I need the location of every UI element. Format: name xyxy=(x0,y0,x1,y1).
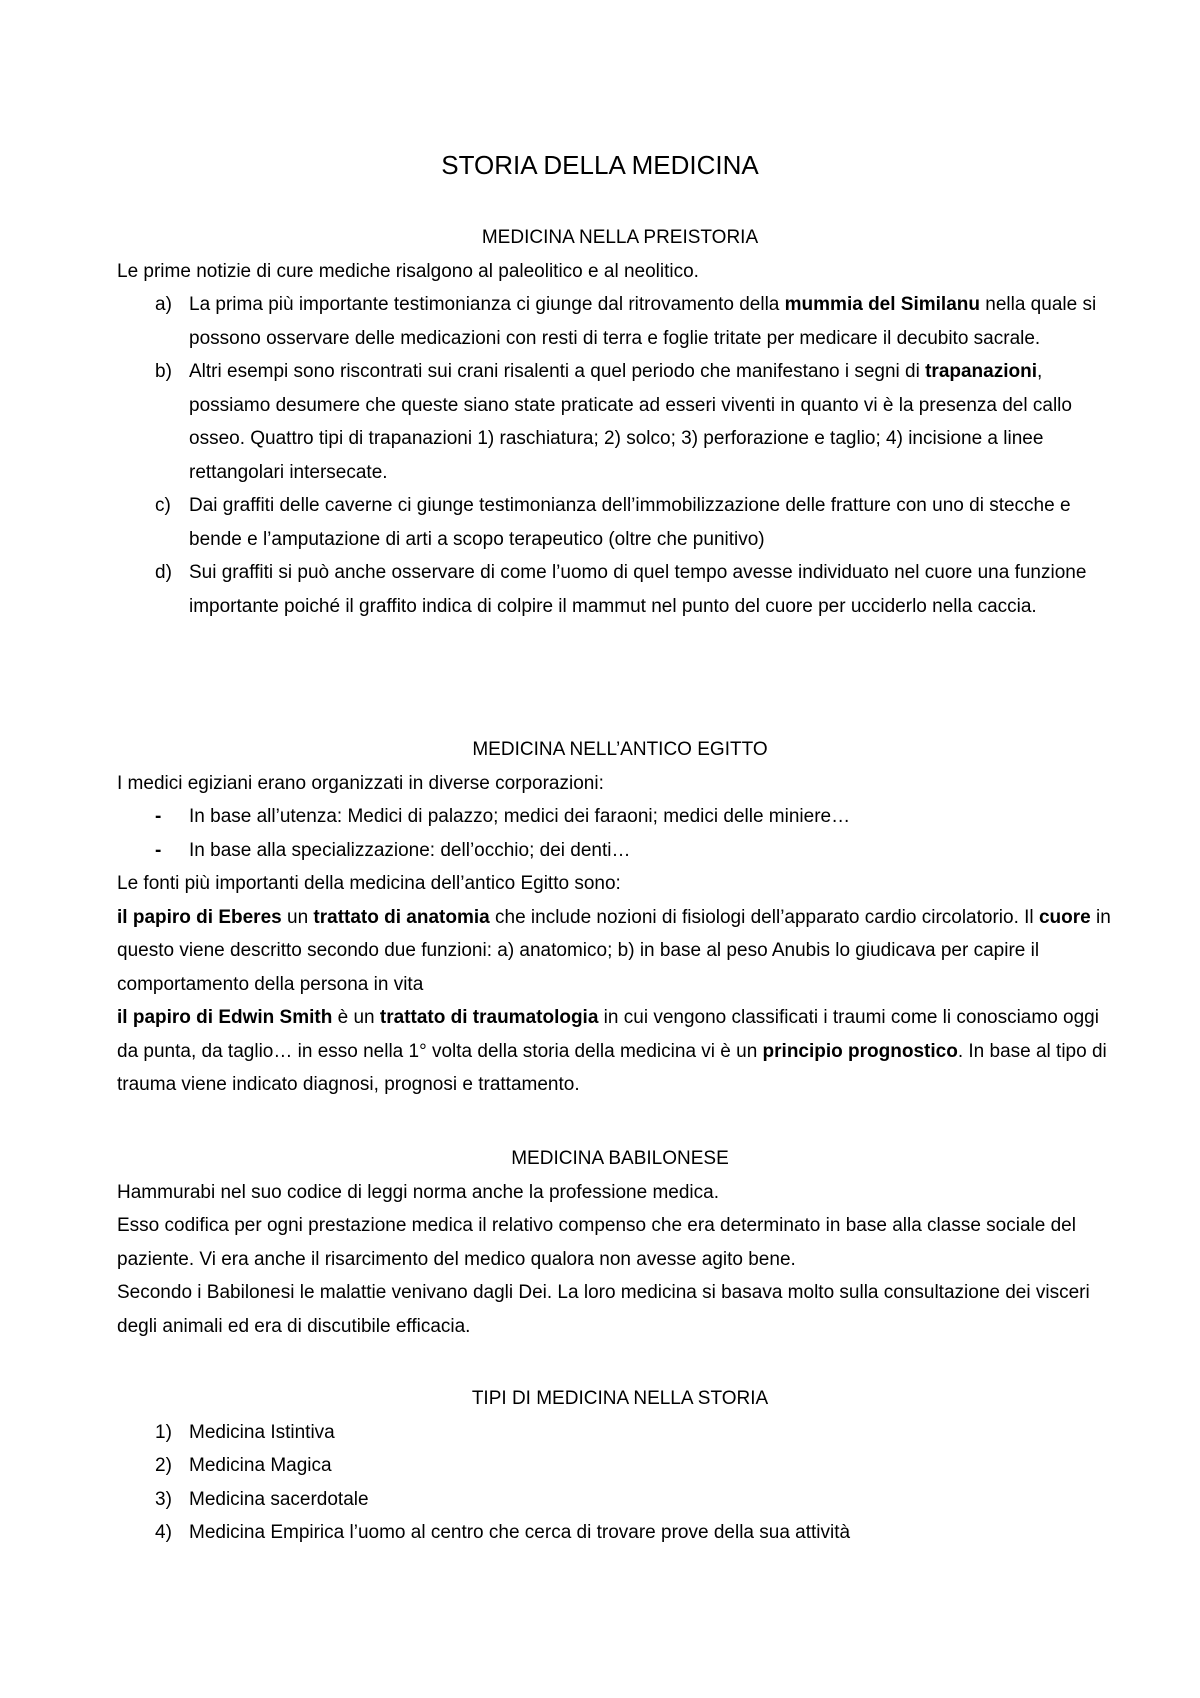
list-marker: 4) xyxy=(155,1522,172,1543)
item-text: In base alla specializzazione: dell’occhio; dei denti… xyxy=(189,839,631,861)
list-marker: a) xyxy=(155,294,172,315)
list-item xyxy=(117,1516,1117,1550)
document-title: STORIA DELLA MEDICINA xyxy=(441,150,759,180)
section-egitto xyxy=(117,733,1117,1102)
item-text: Medicina Empirica l’uomo al centro che cerca di trovare prove della sua attività xyxy=(189,1522,851,1543)
list-marker: 2) xyxy=(155,1455,172,1476)
item-text: La prima più importante testimonianza ci giunge dal ritrovamento della xyxy=(189,294,785,315)
section-tipi xyxy=(117,1382,1117,1550)
list-marker: 1) xyxy=(155,1421,172,1443)
bold-text: il papiro di Edwin Smith xyxy=(117,1007,333,1028)
item-text: Medicina Istintiva xyxy=(189,1421,335,1443)
item-text: , possiamo desumere che queste siano state praticate ad esseri viventi in quanto vi è la presenza del callo osseo. Quattro tipi di trapanazioni 1) raschiatura; 2) solco; 3) perforazione e taglio; 4) incisione a linee rettangolari intersecate. xyxy=(189,361,1072,483)
list-item xyxy=(117,1416,1117,1450)
numbered-list xyxy=(117,1416,1117,1550)
list-item xyxy=(117,288,1117,355)
text: che include nozioni di fisiologi dell’apparato cardio circolatorio. Il xyxy=(489,906,1039,928)
list-item xyxy=(117,1483,1117,1517)
list-item xyxy=(117,556,1117,623)
paragraph: Hammurabi nel suo codice di leggi norma anche la professione medica. xyxy=(117,1181,719,1203)
text: un xyxy=(281,906,314,928)
paragraph: Secondo i Babilonesi le malattie venivano dagli Dei. La loro medicina si basava molto sulla consultazione dei visceri degli animali ed era di discutibile efficacia. xyxy=(117,1282,1090,1337)
bold-text: trattato di anatomia xyxy=(313,906,490,928)
list-item xyxy=(117,800,1117,834)
list-marker: 3) xyxy=(155,1488,172,1510)
item-text: Dai graffiti delle caverne ci giunge testimonianza dell’immobilizzazione delle fratture con uno di stecche e bende e l’amputazione di arti a scopo terapeutico (oltre che punitivo) xyxy=(189,495,1071,550)
list-marker: c) xyxy=(155,495,171,516)
bold-text: cuore xyxy=(1038,906,1091,928)
bold-text: il papiro di Eberes xyxy=(117,906,282,928)
item-bold: mummia del Similanu xyxy=(784,294,980,315)
item-text: nella quale si possono osservare delle medicazioni con resti di terra e foglie tritate per medicare il decubito sacrale. xyxy=(189,294,1097,349)
section-heading: MEDICINA NELLA PREISTORIA xyxy=(481,227,759,248)
section-heading: MEDICINA BABILONESE xyxy=(511,1148,729,1169)
text: . In base al tipo di trauma viene indicato diagnosi, prognosi e trattamento. xyxy=(117,1040,1107,1095)
bold-text: principio prognostico xyxy=(762,1040,958,1062)
bold-text: trattato di traumatologia xyxy=(379,1007,599,1028)
item-text: In base all’utenza: Medici di palazzo; medici dei faraoni; medici delle miniere… xyxy=(189,806,851,827)
list-marker: - xyxy=(155,839,162,861)
item-text: Altri esempi sono riscontrati sui crani risalenti a quel periodo che manifestano i segni di xyxy=(189,361,926,382)
paragraph: Le prime notizie di cure mediche risalgono al paleolitico e al neolitico. xyxy=(117,260,699,282)
list-marker: d) xyxy=(155,562,172,583)
section-babilonese xyxy=(117,1142,1117,1343)
list-item xyxy=(117,355,1117,489)
item-bold: trapanazioni xyxy=(925,361,1037,382)
list-item xyxy=(117,489,1117,556)
lettered-list xyxy=(117,288,1117,623)
paragraph-smith xyxy=(117,1001,1117,1102)
item-text: Medicina Magica xyxy=(189,1455,332,1476)
paragraph-eberes xyxy=(117,901,1117,1002)
dash-list xyxy=(117,800,1117,867)
section-heading: TIPI DI MEDICINA NELLA STORIA xyxy=(471,1388,769,1409)
text: in cui vengono classificati i traumi come li conosciamo oggi da punta, da taglio… in esso nella 1° volta della storia della medicina vi è un xyxy=(117,1007,1099,1062)
item-text: Medicina sacerdotale xyxy=(189,1488,369,1510)
section-preistoria xyxy=(117,221,1117,623)
list-item xyxy=(117,1449,1117,1483)
list-item xyxy=(117,834,1117,868)
paragraph: Esso codifica per ogni prestazione medica il relativo compenso che era determinato in base alla classe sociale del paziente. Vi era anche il risarcimento del medico qualora non avesse agito bene. xyxy=(117,1215,1076,1270)
section-heading: MEDICINA NELL’ANTICO EGITTO xyxy=(472,739,768,760)
list-marker: b) xyxy=(155,361,172,382)
list-marker: - xyxy=(155,806,162,827)
paragraph: Le fonti più importanti della medicina dell’antico Egitto sono: xyxy=(117,873,621,894)
text: in questo viene descritto secondo due funzioni: a) anatomico; b) in base al peso Anubis lo giudicava per capire il comportamento della persona in vita xyxy=(117,906,1111,995)
paragraph: I medici egiziani erano organizzati in diverse corporazioni: xyxy=(117,772,604,794)
item-text: Sui graffiti si può anche osservare di come l’uomo di quel tempo avesse individuato nel cuore una funzione importante poiché il graffito indica di colpire il mammut nel punto del cuore per ucciderlo nella caccia. xyxy=(189,562,1087,617)
text: è un xyxy=(332,1007,380,1028)
